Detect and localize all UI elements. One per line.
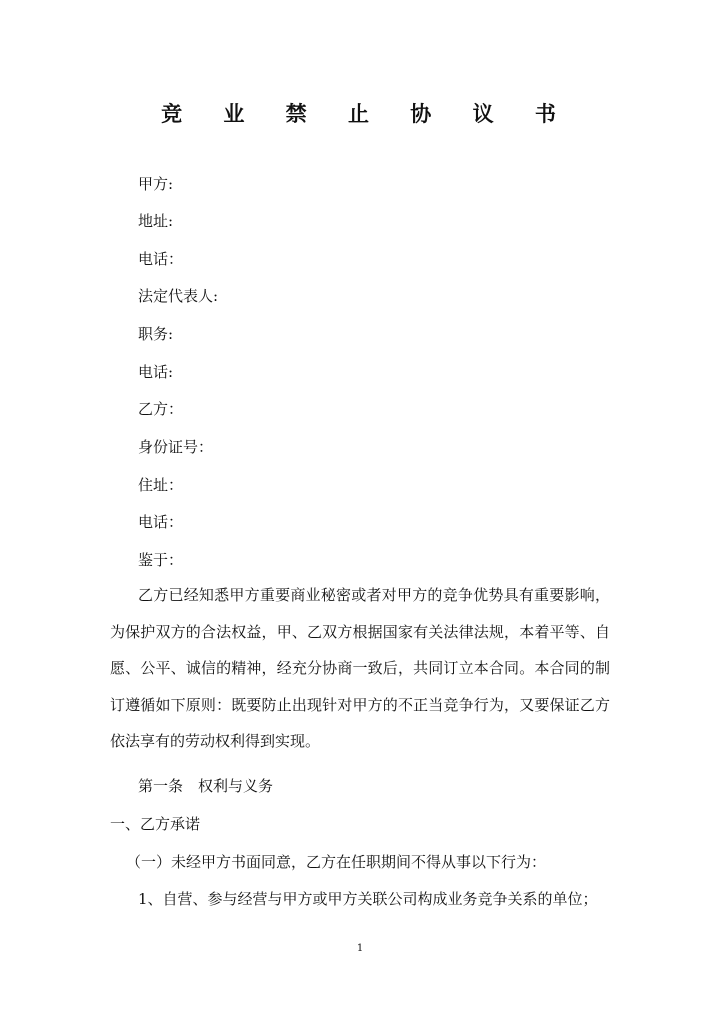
page-number: 1 [356,943,364,954]
legal-representative-label: 法定代表人: [138,287,219,305]
article-1-heading: 第一条 权利与义务 [138,777,274,795]
position-label: 职务: [138,325,174,343]
party-a-phone-label: 电话： [138,250,184,268]
party-b-phone-label: 电话： [138,513,184,531]
item-1: 1、自营、参与经营与甲方或甲方关联公司构成业务竞争关系的单位； [138,890,598,908]
whereas-label: 鉴于： [138,551,184,569]
party-b-address-label: 住址： [138,476,184,494]
section-1-heading: 一、乙方承诺 [110,815,201,833]
party-b-label: 乙方： [138,400,184,418]
document-title: 竞 业 禁 止 协 议 书 [161,102,573,126]
representative-phone-label: 电话: [138,363,174,381]
id-number-label: 身份证号： [138,438,214,456]
party-a-label: 甲方: [138,175,174,193]
party-a-address-label: 地址: [138,212,174,230]
clause-1: （一）未经甲方书面同意，乙方在任职期间不得从事以下行为： [126,853,547,871]
preamble-paragraph: 乙方已经知悉甲方重要商业秘密或者对甲方的竞争优势具有重要影响，为保护双方的合法权益，甲、乙双方根据国家有关法律法规，本着平等、自愿、公平、诚信的精神，经充分协商一致后，共同订立本合同。本合同的制订遵循如下原则：既要防止出现针对甲方的不正当竞争行为，又要保证乙方依法享有的劳动权利得到实现。 [110,586,610,750]
